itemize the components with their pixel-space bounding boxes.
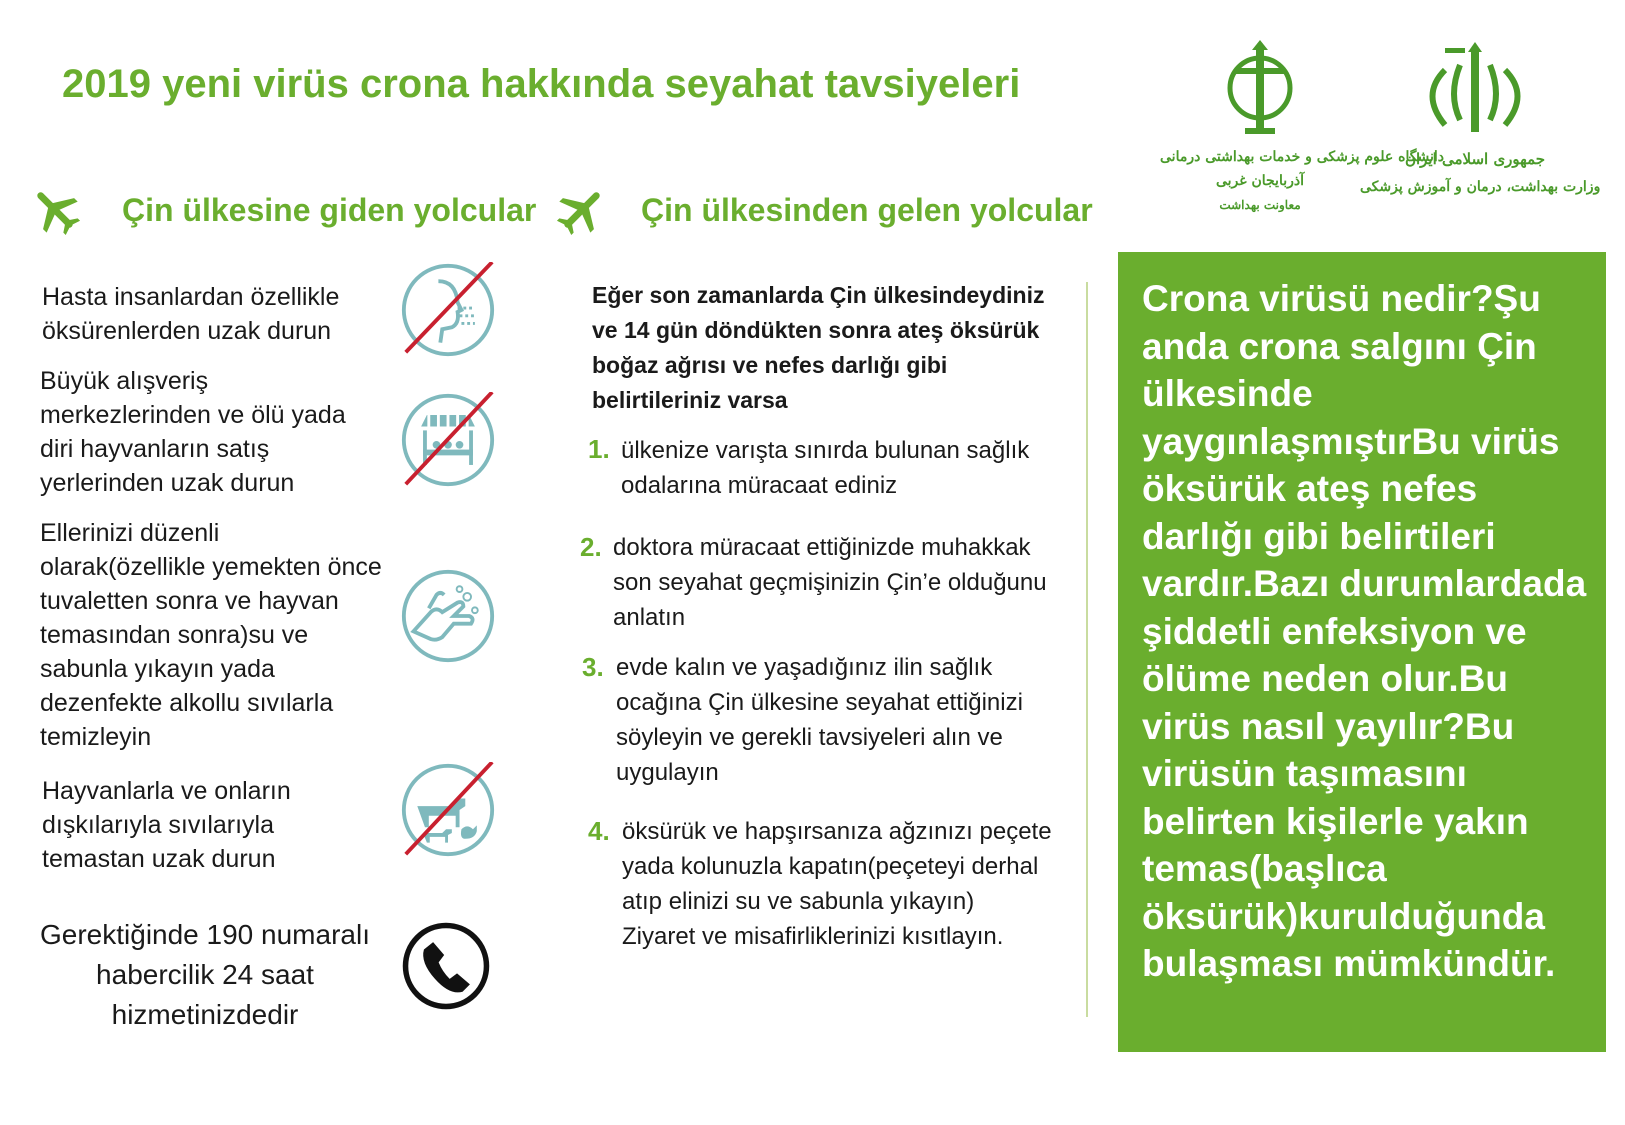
step-number-4: 4.	[588, 816, 610, 846]
ministry-logo	[1360, 40, 1601, 210]
airplane-icon	[28, 183, 82, 237]
going-item-3: Ellerinizi düzenli olarak(özellikle yemekten önce tuvaletten sonra ve hayvan temasından sonra)su ve sabunla yıkayın yada dezenfekte alkollu sıvılarla temizleyin	[40, 519, 382, 751]
ministry-name: وزارت بهداشت، درمان و آموزش پزشکی	[1360, 179, 1601, 195]
university-emblem-icon	[1160, 40, 1360, 140]
hand-washing-icon	[400, 568, 496, 664]
going-heading-text: Çin ülkesine giden yolcular	[122, 191, 537, 228]
step-text-3: evde kalın ve yaşadığınız ilin sağlık ocağına Çin ülkesine seyahat ettiğinizi söyleyin ve gerekli tavsiyeleri alın ve uygulayın	[616, 654, 1023, 786]
airplane-icon	[555, 183, 609, 237]
going-item-1: Hasta insanlardan özellikle öksürenlerden uzak durun	[42, 283, 340, 345]
iran-emblem-icon	[1360, 40, 1590, 140]
step-number-1: 1.	[588, 434, 610, 464]
page-title: 2019 yeni virüs crona hakkında seyahat tavsiyeleri	[62, 62, 1021, 106]
university-name-line2: آذربایجان غربی	[1215, 173, 1304, 189]
university-name-line3: معاونت بهداشت	[1219, 198, 1301, 212]
step-text-1: ülkenize varışta sınırda bulunan sağlık odalarına müracaat ediniz	[621, 437, 1030, 499]
phone-icon	[400, 920, 492, 1012]
column-divider	[1086, 282, 1088, 1017]
info-box-text: Crona virüsü nedir?Şu anda crona salgını Çin ülkesinde yaygınlaşmıştırBu virüs öksürük ateş nefes darlığı gibi belirtileri vardır.Bazı durumlardada şiddetli enfeksiyon ve ölüme neden olur.Bu virüs nasıl yayılır?Bu virüsün taşımasını belirten kişilerle yakın temas(başlıca öksürük)kurulduğunda bulaşması mümkündür.	[1142, 278, 1587, 984]
no-coughing-icon	[400, 262, 496, 358]
coming-intro: Eğer son zamanlarda Çin ülkesindeydiniz ve 14 gün döndükten sonra ateş öksürük boğaz ağrısı ve nefes darlığı gibi belirtileriniz varsa	[592, 282, 1045, 413]
university-name-line1: دانشگاه علوم پزشکی و خدمات بهداشتی درمانی	[1160, 149, 1444, 165]
no-market-icon	[400, 392, 496, 488]
coming-heading-text: Çin ülkesinden gelen yolcular	[641, 191, 1093, 228]
no-animals-icon	[400, 762, 496, 858]
step-number-2: 2.	[580, 532, 602, 562]
republic-name: جمهوری اسلامی ایران	[1404, 150, 1546, 168]
going-heading	[28, 180, 536, 240]
step-number-3: 3.	[582, 652, 604, 682]
phone-info-text: Gerektiğinde 190 numaralı habercilik 24 saat hizmetinizdedir	[40, 919, 370, 1030]
coming-heading	[555, 180, 1093, 240]
university-logo	[1160, 40, 1444, 240]
going-item-4: Hayvanlarla ve onların dışkılarıyla sıvılarıyla temastan uzak durun	[42, 777, 291, 873]
step-text-4: öksürük ve hapşırsanıza ağzınızı peçete yada kolunuzla kapatın(peçeteyi derhal atıp elinizi su ve sabunla yıkayın) Ziyaret ve misafirliklerinizi kısıtlayın.	[622, 818, 1052, 950]
going-item-2: Büyük alışveriş merkezlerinden ve ölü yada diri hayvanların satış yerlerinden uzak durun	[40, 367, 346, 497]
step-text-2: doktora müracaat ettiğinizde muhakkak son seyahat geçmişinizin Çin’e olduğunu anlatın	[613, 534, 1047, 631]
